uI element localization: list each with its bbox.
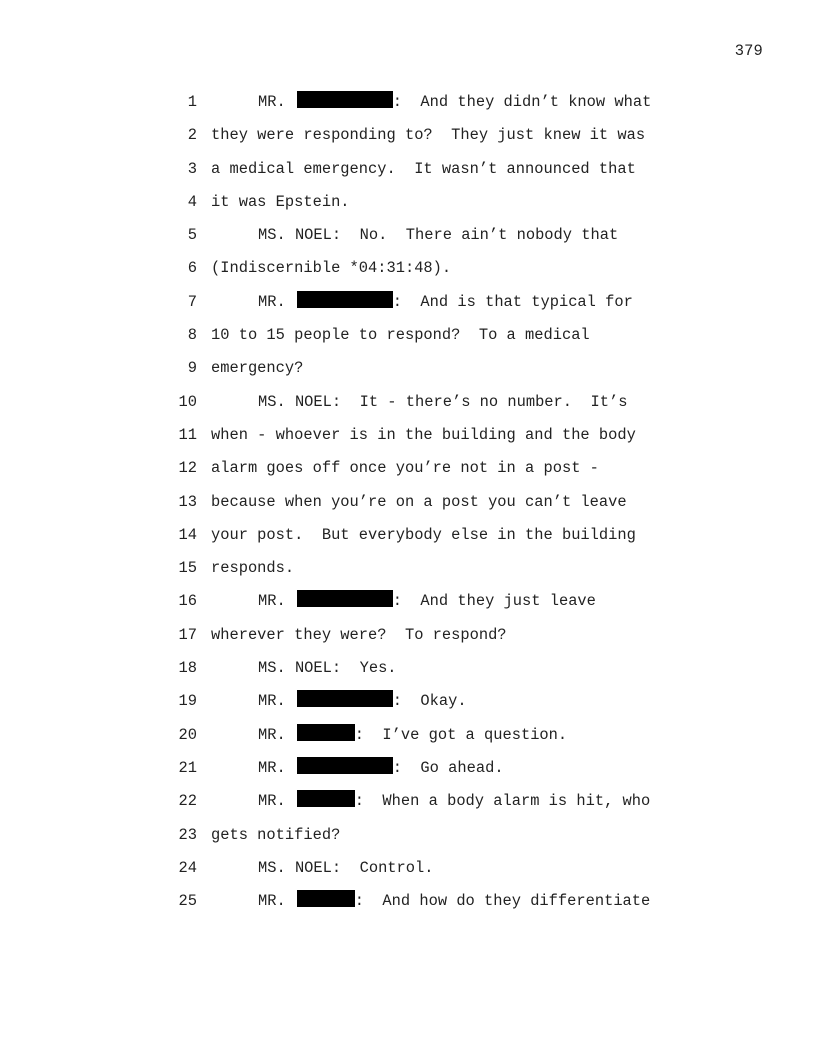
- transcript-line: [0, 685, 816, 718]
- transcript-line: [0, 419, 816, 452]
- line-number: 15: [178, 559, 197, 578]
- speaker-label: MR.: [258, 692, 286, 711]
- line-number: 10: [178, 392, 197, 411]
- transcript-line: [0, 452, 816, 485]
- transcript-line: [0, 86, 816, 119]
- spoken-text: a medical emergency. It wasn’t announced that: [211, 159, 636, 178]
- redaction-block: [297, 91, 393, 108]
- line-number: 8: [187, 326, 197, 345]
- line-number: 21: [178, 758, 197, 777]
- speaker-label: MR.: [258, 292, 286, 311]
- transcript-line: [0, 519, 816, 552]
- spoken-text: : When a body alarm is hit, who: [354, 792, 651, 811]
- transcript-line: [0, 652, 816, 685]
- line-number: 17: [178, 625, 197, 644]
- transcript-line: [0, 885, 816, 918]
- line-text: [258, 286, 633, 319]
- spoken-text: MS. NOEL: No. There ain’t nobody that: [258, 226, 619, 245]
- spoken-text: alarm goes off once you’re not in a post -: [211, 459, 599, 478]
- line-number: 16: [178, 592, 197, 611]
- transcript-line: [0, 819, 816, 852]
- speaker-label: MR.: [258, 725, 286, 744]
- transcript-line: [0, 119, 816, 152]
- spoken-text: they were responding to? They just knew it was: [211, 126, 646, 145]
- spoken-text: (Indiscernible *04:31:48).: [211, 259, 452, 278]
- line-text: [258, 219, 618, 252]
- line-text: [211, 486, 627, 519]
- line-text: [211, 419, 636, 452]
- line-text: [211, 319, 590, 352]
- line-number: 18: [178, 659, 197, 678]
- line-number: 14: [178, 525, 197, 544]
- spoken-text: : And they just leave: [392, 592, 596, 611]
- redaction-block: [297, 890, 355, 907]
- spoken-text: : Go ahead.: [392, 758, 504, 777]
- transcript-line: [0, 219, 816, 252]
- transcript-line: [0, 585, 816, 618]
- redaction-block: [297, 790, 355, 807]
- spoken-text: emergency?: [211, 359, 304, 378]
- spoken-text: : And is that typical for: [392, 292, 633, 311]
- line-number: 5: [187, 226, 197, 245]
- transcript-line: [0, 153, 816, 186]
- line-number: 13: [178, 492, 197, 511]
- line-number: 1: [187, 93, 197, 111]
- transcript-line: [0, 719, 816, 752]
- spoken-text: : I’ve got a question.: [354, 725, 568, 744]
- line-text: [211, 352, 303, 385]
- line-text: [211, 252, 451, 285]
- spoken-text: because when you’re on a post you can’t leave: [211, 492, 627, 511]
- speaker-label: MR.: [258, 758, 286, 777]
- spoken-text: MS. NOEL: It - there’s no number. It’s: [258, 392, 628, 411]
- line-text: [258, 585, 596, 618]
- speaker-label: MR.: [258, 93, 286, 111]
- speaker-label: MR.: [258, 892, 286, 911]
- spoken-text: when - whoever is in the building and the body: [211, 425, 636, 444]
- line-text: [211, 153, 636, 186]
- line-text: [258, 785, 650, 818]
- page-number: 379: [734, 42, 763, 60]
- redaction-block: [297, 291, 393, 308]
- line-text: [211, 452, 599, 485]
- line-text: [258, 852, 433, 885]
- line-number: 22: [178, 792, 197, 811]
- transcript-line: [0, 352, 816, 385]
- transcript-line: [0, 486, 816, 519]
- transcript-line: [0, 319, 816, 352]
- spoken-text: MS. NOEL: Yes.: [258, 659, 397, 678]
- line-number: 3: [187, 159, 197, 178]
- transcript-line: [0, 286, 816, 319]
- transcript-line: [0, 186, 816, 219]
- line-text: [258, 719, 567, 752]
- line-text: [258, 386, 627, 419]
- transcript-line: [0, 386, 816, 419]
- line-number: 12: [178, 459, 197, 478]
- line-number: 9: [187, 359, 197, 378]
- spoken-text: : And how do they differentiate: [354, 892, 651, 911]
- line-text: [211, 519, 636, 552]
- line-number: 2: [187, 126, 197, 145]
- spoken-text: : And they didn’t know what: [392, 93, 652, 111]
- spoken-text: responds.: [211, 559, 295, 578]
- line-text: [258, 685, 467, 718]
- transcript-line: [0, 752, 816, 785]
- line-text: [211, 819, 340, 852]
- redaction-block: [297, 690, 393, 707]
- redaction-block: [297, 757, 393, 774]
- line-number: 19: [178, 692, 197, 711]
- line-text: [258, 86, 651, 119]
- line-text: [211, 186, 350, 219]
- line-text: [211, 119, 645, 152]
- transcript-line: [0, 619, 816, 652]
- line-number: 4: [187, 192, 197, 211]
- spoken-text: 10 to 15 people to respond? To a medical: [211, 326, 590, 345]
- speaker-label: MR.: [258, 592, 286, 611]
- line-number: 11: [178, 425, 197, 444]
- speaker-label: MR.: [258, 792, 286, 811]
- line-number: 6: [187, 259, 197, 278]
- spoken-text: it was Epstein.: [211, 192, 350, 211]
- spoken-text: : Okay.: [392, 692, 467, 711]
- transcript-line: [0, 852, 816, 885]
- spoken-text: your post. But everybody else in the building: [211, 525, 636, 544]
- spoken-text: wherever they were? To respond?: [211, 625, 507, 644]
- transcript-line: [0, 785, 816, 818]
- spoken-text: gets notified?: [211, 825, 341, 844]
- spoken-text: MS. NOEL: Control.: [258, 858, 434, 877]
- line-number: 23: [178, 825, 197, 844]
- redaction-block: [297, 590, 393, 607]
- line-number: 20: [178, 725, 197, 744]
- line-text: [211, 619, 507, 652]
- redaction-block: [297, 724, 355, 741]
- line-text: [211, 552, 294, 585]
- transcript-line: [0, 552, 816, 585]
- line-number: 25: [178, 892, 197, 911]
- line-number: 24: [178, 858, 197, 877]
- transcript-line: [0, 252, 816, 285]
- line-number: 7: [187, 292, 197, 311]
- line-text: [258, 885, 650, 918]
- line-text: [258, 652, 397, 685]
- transcript-body: [0, 86, 816, 918]
- line-text: [258, 752, 504, 785]
